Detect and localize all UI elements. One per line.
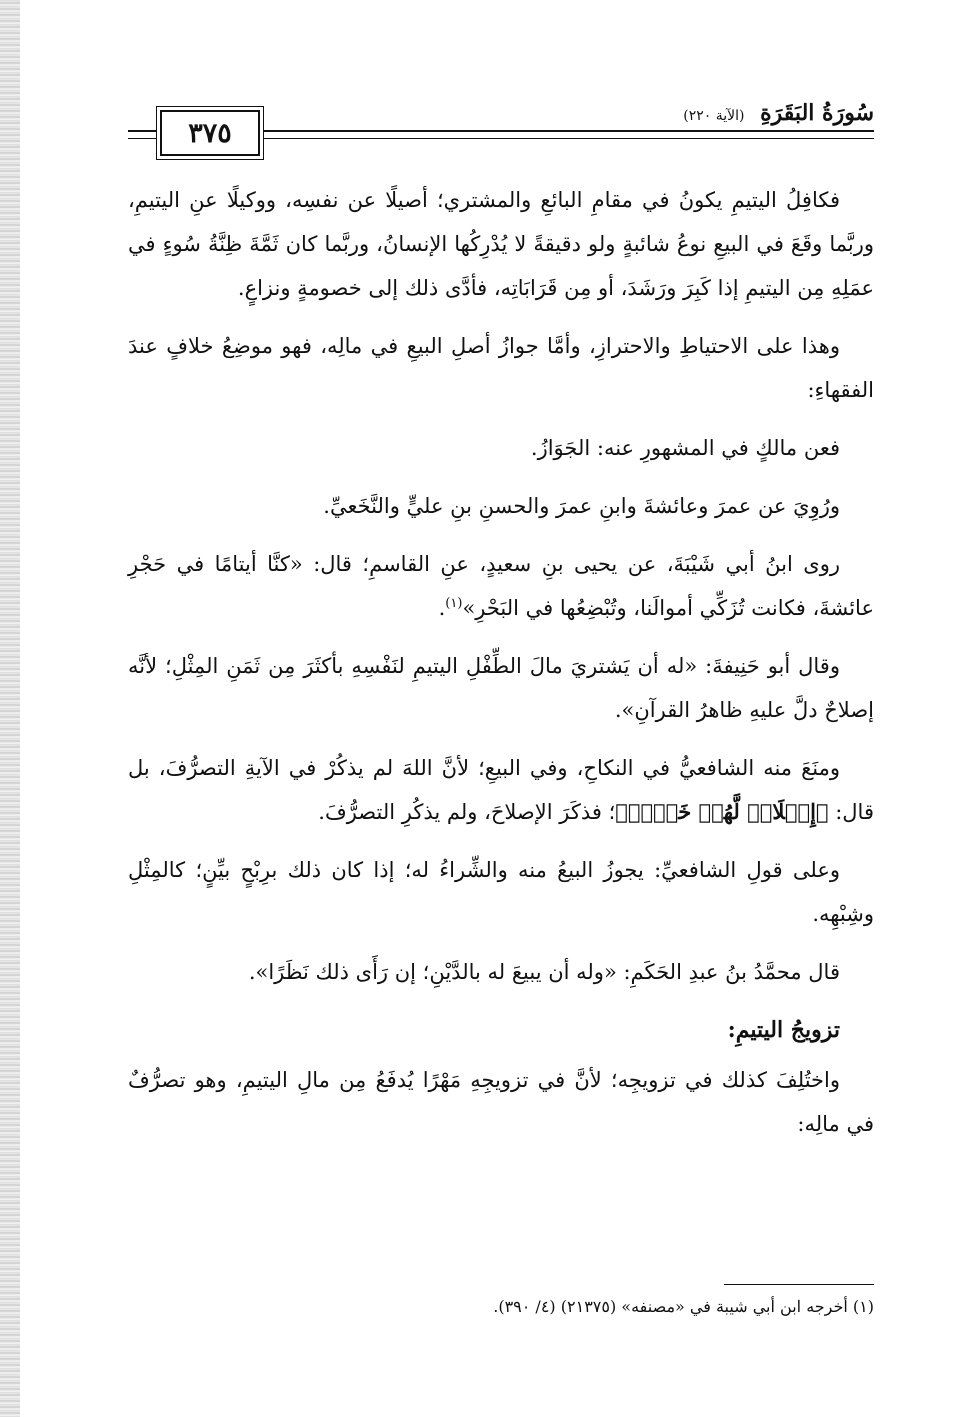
paragraph-3: فعن مالكٍ في المشهورِ عنه: الجَوَازُ. <box>530 436 840 460</box>
paragraph-2: وهذا على الاحتياطِ والاحترازِ، وأمَّا جوازُ أصلِ البيعِ في مالِه، فهو موضِعُ خلافٍ عندَ الفقهاءِ: <box>128 334 874 402</box>
scan-edge <box>0 0 20 1417</box>
paragraph-5-end: . <box>438 596 446 620</box>
paragraph-5 <box>128 542 874 630</box>
paragraph-4: ورُوِيَ عن عمرَ وعائشةَ وابنِ عمرَ والحسنِ بنِ عليٍّ والنَّخَعيِّ. <box>323 494 840 518</box>
footnote-reference[interactable]: (١) <box>445 596 463 611</box>
surah-title: سُورَةُ البَقَرَةِ <box>760 100 874 126</box>
running-title <box>683 100 874 126</box>
body-text <box>128 178 874 1160</box>
paragraph-10: واختُلِفَ كذلك في تزويجِه؛ لأنَّ في تزويجِهِ مَهْرًا يُدفَعُ مِن مالِ اليتيمِ، وهو تصرُّفٌ في مالِه: <box>128 1068 874 1136</box>
footnote: (١) أخرجه ابن أبي شيبة في «مصنفه» (٢١٣٧٥) (٤/ ٣٩٠). <box>493 1297 874 1316</box>
paragraph-1: فكافِلُ اليتيمِ يكونُ في مقامِ البائعِ والمشتري؛ أصيلًا عن نفسِه، ووكيلًا عنِ اليتيمِ، وربَّما وقَعَ في البيعِ نوعُ شائبةٍ ولو دقيقةً لا يُدْرِكُها الإنسانُ، وربَّما كان ثَمَّةَ ظِنَّةُ سُوءٍ في عمَلِهِ مِن اليتيمِ إذا كَبِرَ ورَشَدَ، أو مِن قَرَابَاتِه، فأدَّى ذلك إلى خصومةٍ ونزاعٍ. <box>128 188 874 300</box>
paragraph-7-start: ومنَعَ منه الشافعيُّ في النكاحِ، وفي البيعِ؛ لأنَّ اللهَ لم يذكُرْ في الآيةِ التصرُّفَ، بل قال: <box>128 756 874 824</box>
page-header <box>128 96 874 154</box>
paragraph-7-end: ؛ فذكَرَ الإصلاحَ، ولم يذكُرِ التصرُّفَ. <box>318 800 616 824</box>
page-number-box <box>160 110 260 156</box>
book-page <box>128 96 874 1396</box>
section-heading: تزويجُ اليتيمِ: <box>727 1017 840 1043</box>
paragraph-5-text: روى ابنُ أبي شَيْبَةَ، عن يحيى بنِ سعيدٍ، عنِ القاسمِ؛ قال: «كنَّا أيتامًا في حَجْرِ عائشةَ، فكانت تُزَكِّي أموالَنا، وتُبْضِعُها في البَحْرِ» <box>128 552 874 620</box>
quran-quote: ﴿إِصۡلَاحٞ لَّهُمۡ خَيۡرٞ﴾ <box>615 799 829 824</box>
paragraph-6: وقال أبو حَنِيفةَ: «له أن يَشتريَ مالَ الطِّفْلِ اليتيمِ لنَفْسِهِ بأكثَرَ مِن ثَمَنِ المِثْلِ؛ لأنَّه إصلاحٌ دلَّ عليهِ ظاهرُ القرآنِ». <box>128 654 874 722</box>
paragraph-7 <box>128 746 874 834</box>
verse-label: (الآية ٢٢٠) <box>683 108 745 124</box>
footnote-divider <box>724 1284 874 1285</box>
page-number: ٣٧٥ <box>188 117 232 149</box>
paragraph-8: وعلى قولِ الشافعيِّ: يجوزُ البيعُ منه والشِّراءُ له؛ إذا كان ذلك برِبْحٍ بيِّنٍ؛ كالمِثْلِ وشِبْهِه. <box>128 858 874 926</box>
paragraph-9: قال محمَّدُ بنُ عبدِ الحَكَمِ: «وله أن يبيعَ له بالدَّيْنِ؛ إن رَأَى ذلك نَظَرًا». <box>248 960 840 984</box>
